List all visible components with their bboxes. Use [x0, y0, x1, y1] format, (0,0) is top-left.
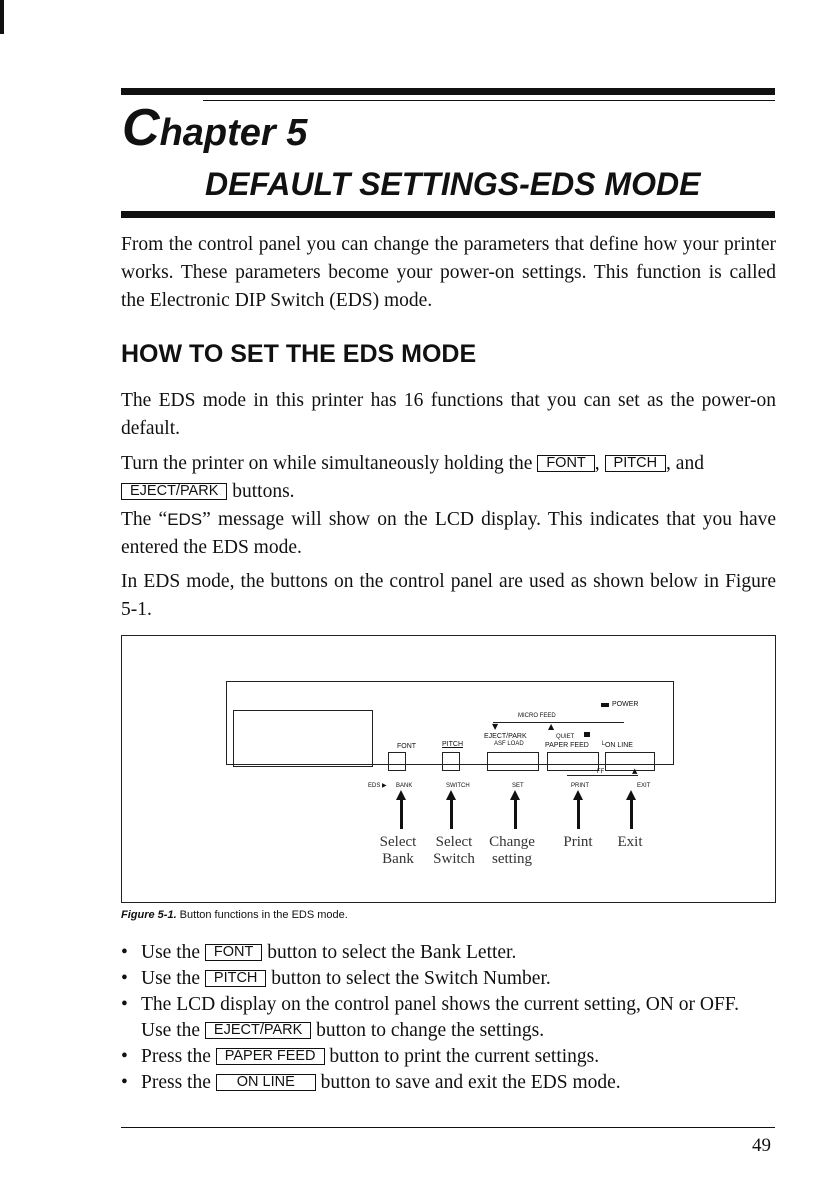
bullet-icon: •: [121, 968, 128, 989]
arrow-switch-line: [450, 798, 453, 829]
quiet-label: QUIET: [556, 734, 575, 740]
list-item: Use the EJECT/PARK button to change the settings.: [141, 1020, 545, 1041]
font-key-label: FONT: [205, 944, 262, 961]
set-label: SET: [512, 783, 524, 789]
ff-line: [567, 775, 638, 776]
bank-label: BANK: [396, 783, 413, 789]
list-item: • Use the PITCH button to select the Switch Number.: [121, 966, 776, 992]
pitch-panel-label: PITCH: [442, 741, 463, 748]
on-line-panel-label: └ON LINE: [600, 742, 633, 749]
paragraph-eds-message: The “EDS” message will show on the LCD display. This indicates that you have entered the EDS mode.: [121, 509, 776, 558]
function-select-switch: Select Switch: [433, 834, 475, 867]
on-line-key-label: ON LINE: [216, 1074, 316, 1091]
paper-feed-key-label: PAPER FEED: [216, 1048, 325, 1065]
asf-load-label: ASF LOAD: [494, 741, 524, 747]
section-heading: HOW TO SET THE EDS MODE: [121, 340, 477, 368]
function-change-setting: Change setting: [489, 834, 535, 867]
figure-caption: Figure 5-1. Button functions in the EDS mode.: [121, 909, 348, 921]
eds-indicator-label: EDS ▶: [368, 783, 387, 789]
title-bottom-rule: [121, 211, 775, 218]
paragraph-figure-ref: In EDS mode, the buttons on the control panel are used as shown below in Figure 5-1.: [121, 571, 776, 620]
paper-feed-button[interactable]: [547, 752, 599, 771]
function-print: Print: [563, 834, 593, 850]
list-item: • The LCD display on the control panel shows the current setting, ON or OFF.: [121, 992, 776, 1018]
eject-park-button[interactable]: [487, 752, 539, 771]
function-select-bank: Select Bank: [379, 834, 417, 867]
print-label: PRINT: [571, 783, 589, 789]
micro-feed-line: [493, 722, 624, 723]
on-line-button[interactable]: [605, 752, 655, 771]
list-item: • Use the FONT button to select the Bank Letter.: [121, 940, 776, 966]
bottom-rule: [121, 1127, 775, 1128]
eject-park-panel-label: EJECT/PARK: [484, 733, 527, 740]
paragraph-turn-on: Turn the printer on while simultaneously holding the FONT , PITCH , and EJECT/PARK buttons.: [121, 453, 704, 502]
bullet-icon: •: [121, 1046, 128, 1067]
arrow-print-line: [577, 798, 580, 829]
paper-feed-panel-label: PAPER FEED: [545, 742, 589, 749]
list-item: • Press the PAPER FEED button to print the current settings.: [121, 1044, 776, 1070]
function-exit: Exit: [617, 834, 643, 850]
switch-label: SWITCH: [446, 783, 470, 789]
bullet-icon: •: [121, 994, 128, 1015]
chapter-heading: Chapter 5: [122, 99, 308, 157]
pitch-button[interactable]: [442, 752, 460, 771]
arrow-set-line: [514, 798, 517, 829]
font-panel-label: FONT: [397, 743, 417, 750]
ff-up-icon: ▲: [632, 767, 638, 775]
micro-feed-label: MICRO FEED: [518, 713, 556, 719]
quiet-indicator-icon: [584, 732, 590, 737]
top-thick-rule: [121, 88, 775, 95]
eject-park-key-label: EJECT/PARK: [205, 1022, 311, 1039]
list-item: • Press the ON LINE button to save and exit the EDS mode.: [121, 1070, 776, 1096]
eject-park-key-label: EJECT/PARK: [121, 483, 227, 500]
micro-feed-up-icon: ▲: [548, 722, 555, 731]
bullet-icon: •: [121, 942, 128, 963]
chapter-title: DEFAULT SETTINGS-EDS MODE: [205, 166, 701, 202]
intro-paragraph: From the control panel you can change the parameters that define how your printer works. These parameters become your power-on settings. This function is called the Electronic DIP Switch (EDS) mode.: [121, 234, 776, 311]
lcd-display: [233, 710, 373, 767]
page-number: 49: [752, 1135, 771, 1156]
arrow-bank-line: [400, 798, 403, 829]
font-key-label: FONT: [537, 455, 594, 472]
bullet-icon: •: [121, 1072, 128, 1093]
ff-label: FF: [597, 769, 605, 775]
pitch-key-label: PITCH: [605, 455, 667, 472]
pitch-key-label: PITCH: [205, 970, 267, 987]
power-label: POWER: [612, 701, 639, 708]
instruction-list: [121, 940, 776, 1096]
exit-label: EXIT: [637, 783, 651, 789]
power-indicator-icon: [601, 703, 609, 707]
paragraph-functions: The EDS mode in this printer has 16 functions that you can set as the power-on default.: [121, 390, 776, 439]
font-button[interactable]: [388, 752, 406, 771]
micro-feed-down-icon: ▼: [492, 722, 499, 731]
margin-mark: [0, 0, 4, 34]
arrow-exit-line: [630, 798, 633, 829]
